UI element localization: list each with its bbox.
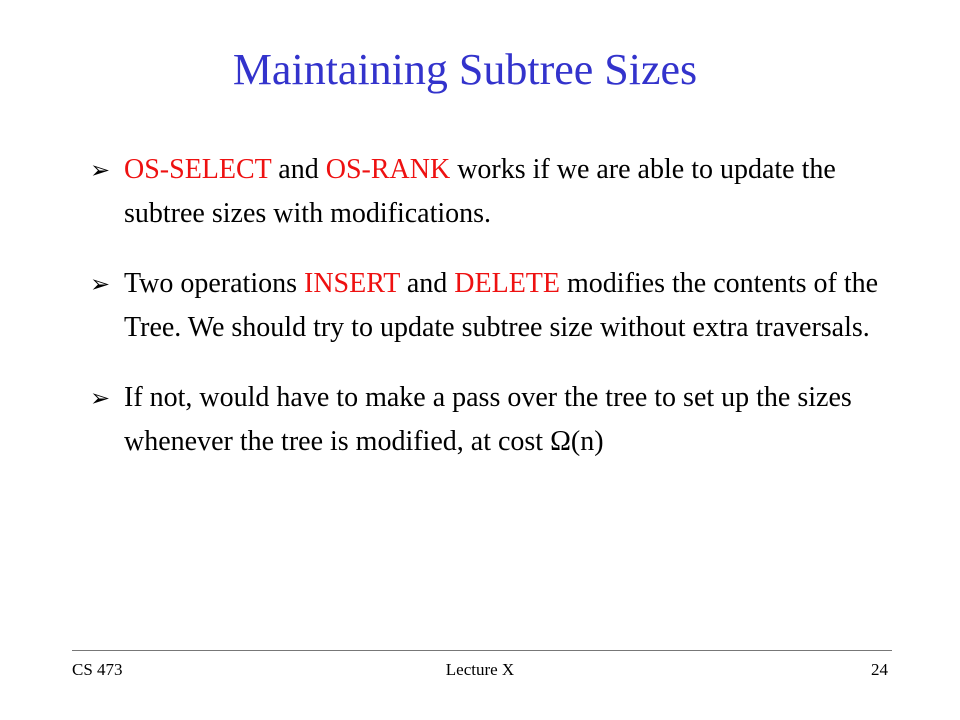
bullet-text: modifies the contents of the Tree. We should try to update subtree size without extra traversals. <box>124 268 879 343</box>
bullet-list <box>90 148 910 490</box>
bullet-text: If not, would have to make a pass over the tree to set up the sizes whenever the tree is modified, at cost Ω(n) <box>124 382 852 457</box>
bullet-text: and <box>271 154 326 185</box>
footer-divider <box>72 650 892 651</box>
bullet-item-os-select <box>90 148 910 236</box>
arrowhead-bullet-icon: ➢ <box>90 384 111 412</box>
arrowhead-bullet-icon: ➢ <box>90 156 111 184</box>
bullet-text: Two operations <box>124 268 305 299</box>
footer-lecture: Lecture X <box>445 660 515 679</box>
bullet-item-cost <box>90 376 910 464</box>
bullet-text: and <box>399 268 455 299</box>
keyword-insert: INSERT <box>304 268 400 299</box>
keyword-delete: DELETE <box>454 268 561 299</box>
footer-course: CS 473 <box>72 660 123 679</box>
bullet-item-insert-delete <box>90 262 910 350</box>
keyword-os-rank: OS-RANK <box>325 154 451 185</box>
footer-page-number: 24 <box>871 660 888 679</box>
slide-title: Maintaining Subtree Sizes <box>232 45 698 94</box>
bullet-text: works if we are able to update the subtree sizes with modifications. <box>124 154 836 229</box>
arrowhead-bullet-icon: ➢ <box>90 270 111 298</box>
keyword-os-select: OS-SELECT <box>124 154 272 185</box>
